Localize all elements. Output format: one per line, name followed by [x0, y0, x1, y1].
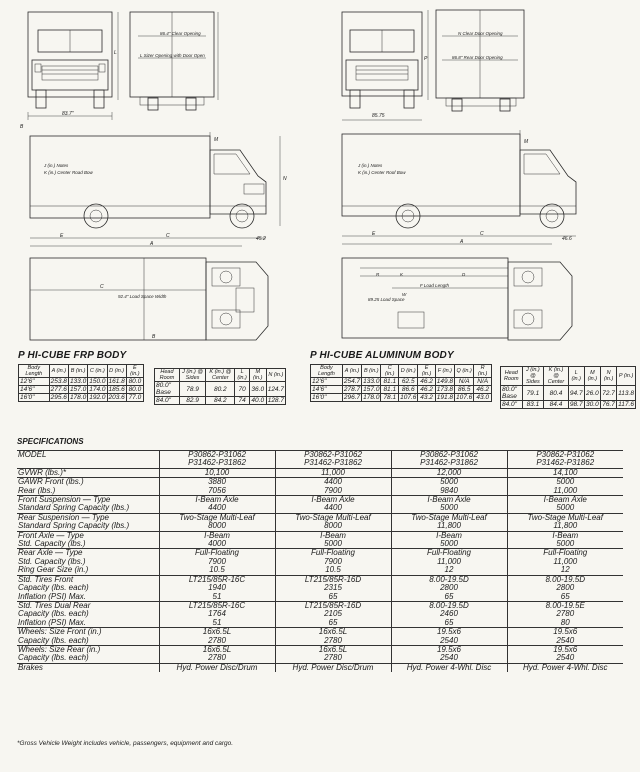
spec-value: Two-Stage Multi-Leaf 8000: [159, 513, 275, 531]
alu-headroom-cell: 26.0: [584, 386, 600, 401]
alu-dimension-cell: 296.7: [343, 394, 361, 401]
alu-headroom-cell: 94.7: [568, 386, 584, 401]
spec-value: 10,100: [159, 468, 275, 477]
spec-value: Two-Stage Multi-Leaf 11,800: [391, 513, 507, 531]
spec-value: 16x6.5L 2780: [275, 628, 391, 646]
frp-dimension-cell: 77.0: [126, 394, 143, 402]
frp-headroom-header-row: [155, 369, 286, 382]
alu-headroom-header-cell: M (in.): [584, 367, 600, 386]
frp-dimension-cell: 277.6: [50, 386, 67, 393]
spec-value: I-Beam Axle 4400: [275, 496, 391, 514]
alu-dimension-table: [310, 364, 492, 402]
spec-value: Hyd. Power Disc/Drum: [159, 663, 275, 672]
spec-label: Wheels: Size Rear (in.) Capacity (lbs. each): [17, 645, 159, 663]
spec-value: P30862-P31062 P31462-P31862: [391, 451, 507, 469]
spec-value: I-Beam 5000: [507, 531, 623, 549]
alu-width-label: 85.75: [372, 113, 385, 119]
alu-dimension-cell: N/A: [474, 378, 492, 386]
alu-dim-a: A: [460, 239, 464, 245]
frp-dimension-cell: 80.0: [126, 378, 143, 386]
spec-label: Front Suspension — Type Standard Spring Capacity (lbs.): [17, 496, 159, 514]
frp-side-k-label: K (in.) Center Road Bow: [44, 170, 93, 175]
alu-top-w: W: [402, 292, 407, 297]
spec-value: 16x6.5L 2780: [159, 628, 275, 646]
spec-row: [17, 496, 623, 514]
alu-dimension-row: [311, 394, 492, 402]
spec-value: LT215/85R-16C 1764 51: [159, 601, 275, 627]
alu-headroom-cell: 84.0": [501, 401, 523, 409]
spec-row: [17, 628, 623, 646]
spec-value: LT215/85R-16C 1940 51: [159, 575, 275, 601]
spec-value: 5000 9840: [391, 478, 507, 496]
spec-value: Hyd. Power 4-Whl. Disc: [391, 663, 507, 672]
frp-dimension-cell: 14'6": [19, 386, 50, 394]
spec-label: MODEL: [17, 451, 159, 469]
alu-dimension-header-cell: R (in.): [474, 365, 492, 378]
alu-dimension-header-cell: B (in.): [362, 365, 381, 378]
alu-rear-door-opening: 86.8" Rear Door Opening: [452, 55, 503, 60]
spec-value: P30862-P31062 P31462-P31862: [159, 451, 275, 469]
spec-value: Full-Floating 11,000 12: [391, 549, 507, 575]
alu-top-view-drawing: [0, 0, 1, 1]
spec-value: 8.00-19.5D 2800 65: [507, 575, 623, 601]
specifications-title: SPECIFICATIONS: [17, 437, 84, 446]
alu-dimension-cell: N/A: [455, 378, 474, 386]
frp-dimension-row: [19, 394, 144, 402]
alu-dimension-cell: 157.0: [363, 386, 380, 393]
frp-headroom-header-cell: J (in.) @ Sides: [179, 369, 205, 382]
frp-dimension-header-cell: E (in.): [126, 365, 143, 378]
alu-dimension-cell: 46.2: [418, 386, 435, 394]
alu-headroom-cell: 30.0: [586, 401, 599, 408]
alu-side-m-label: M: [524, 139, 529, 145]
frp-dimension-header-cell: A (in.): [49, 365, 68, 378]
spec-label: Brakes: [17, 663, 159, 672]
alu-dimension-cell: 107.6: [456, 394, 473, 401]
alu-headroom-cell: 79.1: [522, 386, 544, 401]
alu-headroom-header-row: [501, 367, 636, 386]
frp-dimension-cell: 157.0: [69, 386, 87, 393]
spec-row: [17, 478, 623, 496]
frp-dimension-cell: 185.6: [108, 386, 125, 393]
spec-label: Front Axle — Type Std. Capacity (lbs.): [17, 531, 159, 549]
alu-dimension-header-cell: E (in.): [418, 365, 435, 378]
spec-value: I-Beam Axle 5000: [507, 496, 623, 514]
frp-headroom-cell: 40.0: [249, 397, 266, 405]
frp-dim-f: 45.2: [256, 236, 266, 242]
alu-dimension-cell: 178.0: [363, 394, 380, 401]
spec-value: 19.5x6 2540: [507, 628, 623, 646]
spec-row: [17, 531, 623, 549]
alu-headroom-header-cell: N (in.): [601, 367, 617, 386]
frp-headroom-cell: 82.9: [179, 397, 205, 405]
frp-dimension-header-cell: Body Length: [19, 365, 50, 378]
frp-dim-a: A: [150, 241, 154, 247]
alu-dimension-cell: 46.2: [418, 378, 435, 386]
spec-value: 16x6.5L 2780: [275, 645, 391, 663]
frp-headroom-table: [154, 368, 286, 405]
alu-dimension-cell: 12'6": [311, 378, 343, 386]
alu-headroom-cell: 76.7: [602, 401, 615, 408]
spec-value: I-Beam 4000: [159, 531, 275, 549]
alu-headroom-cell: 113.8: [617, 386, 636, 401]
alu-side-k-label: K (in.) Center Roof Bow: [358, 170, 406, 175]
spec-row: [17, 645, 623, 663]
frp-dimension-cell: 12'6": [19, 378, 50, 386]
spec-row: [17, 663, 623, 672]
frp-dimension-row: [19, 386, 144, 394]
spec-value: LT215/85R-16D 2105 65: [275, 601, 391, 627]
alu-headroom-header-cell: Head Room: [501, 367, 523, 386]
frp-headroom-cell: 70: [235, 382, 249, 397]
alu-headroom-cell: 117.6: [618, 401, 634, 408]
frp-dim-c: C: [166, 233, 170, 239]
spec-row: [17, 513, 623, 531]
frp-dimension-cell: 16'0": [19, 394, 50, 402]
alu-top-f: F Load Length: [420, 283, 449, 288]
frp-rear-door-opening: L Sizer Opening with Door Open: [140, 53, 205, 58]
frp-headroom-cell: 36.0: [249, 382, 266, 397]
frp-side-m-label: M: [214, 137, 219, 143]
frp-headroom-cell: 84.2: [206, 397, 235, 405]
frp-rear-clear-opening: 86.4" Clear Opening: [160, 31, 201, 36]
spec-value: Hyd. Power Disc/Drum: [275, 663, 391, 672]
frp-headroom-cell: 84.0": [155, 397, 180, 405]
spec-row: [17, 468, 623, 477]
alu-headroom-header-cell: L (in.): [568, 367, 584, 386]
alu-dimension-cell: 107.6: [400, 394, 417, 401]
frp-dimension-cell: 150.0: [89, 378, 106, 385]
frp-body-title: P HI-CUBE FRP BODY: [18, 350, 127, 361]
spec-row: [17, 451, 623, 469]
frp-headroom-row: [155, 397, 286, 405]
frp-dimension-cell: 203.6: [108, 394, 125, 401]
frp-top-c: C: [100, 284, 104, 290]
frp-side-n-label: N: [283, 176, 287, 182]
spec-value: 5000 11,000: [507, 478, 623, 496]
frp-dimension-cell: 253.8: [50, 378, 67, 385]
alu-headroom-cell: 80.0" Base: [501, 386, 523, 401]
frp-headroom-row: [155, 382, 286, 397]
frp-headroom-header-cell: Head Room: [155, 369, 180, 382]
spec-value: P30862-P31062 P31462-P31862: [275, 451, 391, 469]
alu-headroom-cell: 98.7: [569, 401, 583, 408]
alu-dimension-header-cell: Q (in.): [455, 365, 474, 378]
alu-dimension-cell: 86.6: [399, 386, 418, 394]
alu-dim-e: E: [372, 231, 376, 237]
alu-dimension-row: [311, 386, 492, 394]
frp-headroom-header-cell: L (in.): [235, 369, 249, 382]
frp-width-label: 83.7": [62, 111, 74, 117]
frp-headroom-cell: 74: [235, 397, 249, 405]
spec-label: GAWR Front (lbs.) Rear (lbs.): [17, 478, 159, 496]
alu-headroom-table: [500, 366, 636, 409]
alu-headroom-header-cell: K (in.) @ Center: [544, 367, 569, 386]
spec-value: 8.00-19.5D 2800 65: [391, 575, 507, 601]
spec-label: GVWR (lbs.)*: [17, 468, 159, 477]
spec-label: Std. Tires Front Capacity (lbs. each) Inflation (PSI) Max.: [17, 575, 159, 601]
alu-dimension-cell: 14'6": [311, 386, 343, 394]
frp-dimension-table: [18, 364, 144, 402]
spec-value: I-Beam 5000: [391, 531, 507, 549]
alu-dimension-cell: 149.8: [436, 378, 454, 385]
spec-value: 16x6.5L 2780: [159, 645, 275, 663]
alu-dimension-header-cell: C (in.): [381, 365, 399, 378]
alu-dimension-header-cell: A (in.): [342, 365, 361, 378]
alu-top-k: K: [400, 272, 404, 277]
alu-dimension-header-cell: Body Length: [311, 365, 343, 378]
spec-value: Full-Floating 7900 10.5: [159, 549, 275, 575]
alu-headroom-row: [501, 401, 636, 409]
frp-dim-e: E: [60, 233, 64, 239]
alu-headroom-header-cell: P (in.): [617, 367, 636, 386]
alu-dimension-header-cell: F (in.): [435, 365, 454, 378]
spec-value: I-Beam Axle 5000: [391, 496, 507, 514]
spec-value: Two-Stage Multi-Leaf 11,800: [507, 513, 623, 531]
spec-value: LT215/85R-16D 2315 65: [275, 575, 391, 601]
frp-dimension-cell: 295.6: [50, 394, 67, 401]
alu-top-d: D: [462, 272, 466, 277]
spec-value: Full-Floating 11,000 12: [507, 549, 623, 575]
spec-value: Two-Stage Multi-Leaf 8000: [275, 513, 391, 531]
spec-value: 19.5x6 2540: [507, 645, 623, 663]
alu-headroom-row: [501, 386, 636, 401]
alu-dimension-header-cell: D (in.): [399, 365, 418, 378]
spec-value: 19.5x6 2540: [391, 645, 507, 663]
frp-dimension-cell: 161.8: [108, 378, 125, 385]
frp-dimension-cell: 133.0: [69, 378, 87, 385]
frp-headroom-cell: 78.9: [179, 382, 205, 397]
alu-dimension-cell: 43.0: [474, 394, 492, 402]
spec-value: I-Beam 5000: [275, 531, 391, 549]
alu-headroom-cell: 84.4: [544, 401, 569, 409]
alu-dim-f: 46.6: [562, 236, 572, 242]
spec-value: 19.5x6 2540: [391, 628, 507, 646]
spec-value: 4400 7900: [275, 478, 391, 496]
frp-dimension-header-cell: D (in.): [107, 365, 126, 378]
alu-dimension-cell: 133.0: [363, 378, 380, 385]
alu-side-j-label: J (in.) Notes: [358, 163, 383, 168]
alu-dimension-cell: 254.7: [343, 378, 361, 385]
alu-dimension-cell: 86.5: [455, 386, 474, 394]
frp-headroom-cell: 80.2: [206, 382, 235, 397]
gvwr-footnote: *Gross Vehicle Weight includes vehicle, passengers, equipment and cargo.: [17, 740, 234, 747]
spec-value: 3880 7056: [159, 478, 275, 496]
frp-dimension-cell: 192.0: [89, 394, 106, 401]
frp-dimension-header-cell: C (in.): [88, 365, 107, 378]
spec-row: [17, 549, 623, 575]
spec-value: 11,000: [275, 468, 391, 477]
spec-value: 8.00-19.5E 2780 80: [507, 601, 623, 627]
alu-dimension-cell: 43.2: [418, 394, 435, 402]
specifications-table: [17, 450, 623, 672]
spec-value: I-Beam Axle 4400: [159, 496, 275, 514]
alu-dimension-cell: 278.7: [343, 386, 361, 393]
spec-row: [17, 575, 623, 601]
alu-rear-clear-opening: N Clear Door Opening: [458, 31, 503, 36]
alu-dimension-cell: 81.1: [381, 386, 399, 394]
frp-headroom-header-cell: K (in.) @ Center: [206, 369, 235, 382]
frp-dimension-cell: 80.0: [126, 386, 143, 394]
alu-dimension-cell: 191.8: [436, 394, 454, 401]
frp-headroom-header-cell: N (in.): [266, 369, 285, 382]
spec-label: Wheels: Size Front (in.) Capacity (lbs. each): [17, 628, 159, 646]
alu-headroom-cell: 83.1: [522, 401, 544, 409]
alu-dimension-cell: 16'0": [311, 394, 343, 402]
spec-row: [17, 601, 623, 627]
alu-dimension-cell: 62.5: [399, 378, 418, 386]
spec-value: 12,000: [391, 468, 507, 477]
spec-value: P30862-P31062 P31462-P31862: [507, 451, 623, 469]
alu-top-load-space: 89.25 Load Space: [368, 297, 405, 302]
alu-dimension-cell: 46.2: [474, 386, 492, 394]
spec-value: 8.00-19.5D 2460 65: [391, 601, 507, 627]
frp-top-b: B: [152, 334, 156, 340]
alu-top-r: R: [376, 272, 380, 277]
alu-dimension-row: [311, 378, 492, 386]
alu-rear-p: P: [424, 56, 428, 62]
frp-top-load-width: 92.4" Load Space Width: [118, 294, 167, 299]
frp-rear-l: L: [114, 50, 117, 56]
alu-headroom-cell: 80.4: [544, 386, 569, 401]
frp-dimension-cell: 174.0: [89, 386, 106, 393]
frp-headroom-cell: 80.0" Base: [155, 382, 180, 397]
alu-dim-c: C: [480, 231, 484, 237]
alu-dimension-header-row: [311, 365, 492, 378]
alu-dimension-cell: 81.1: [381, 378, 399, 386]
spec-label: Std. Tires Dual Rear Capacity (lbs. each) Inflation (PSI) Max.: [17, 601, 159, 627]
alu-dimension-cell: 173.8: [436, 386, 454, 393]
frp-headroom-cell: 128.7: [267, 397, 284, 404]
frp-side-j-label: J (in.) Notes: [44, 163, 69, 168]
alu-dimension-cell: 78.1: [381, 394, 399, 402]
frp-dimension-cell: 178.0: [69, 394, 87, 401]
frp-dimension-row: [19, 378, 144, 386]
spec-label: Rear Suspension — Type Standard Spring Capacity (lbs.): [17, 513, 159, 531]
frp-dimension-header-cell: B (in.): [68, 365, 87, 378]
spec-value: Hyd. Power 4-Whl. Disc: [507, 663, 623, 672]
alu-headroom-header-cell: J (in.) @ Sides: [522, 367, 544, 386]
spec-label: Rear Axle — Type Std. Capacity (lbs.) Ring Gear Size (in.): [17, 549, 159, 575]
frp-headroom-header-cell: M (in.): [249, 369, 266, 382]
alu-headroom-cell: 72.7: [601, 386, 617, 401]
spec-value: 14,100: [507, 468, 623, 477]
alu-body-title: P HI-CUBE ALUMINUM BODY: [310, 350, 454, 361]
frp-b-label: B: [20, 124, 24, 130]
frp-dimension-header-row: [19, 365, 144, 378]
frp-headroom-cell: 124.7: [266, 382, 285, 397]
spec-value: Full-Floating 7900 10.5: [275, 549, 391, 575]
